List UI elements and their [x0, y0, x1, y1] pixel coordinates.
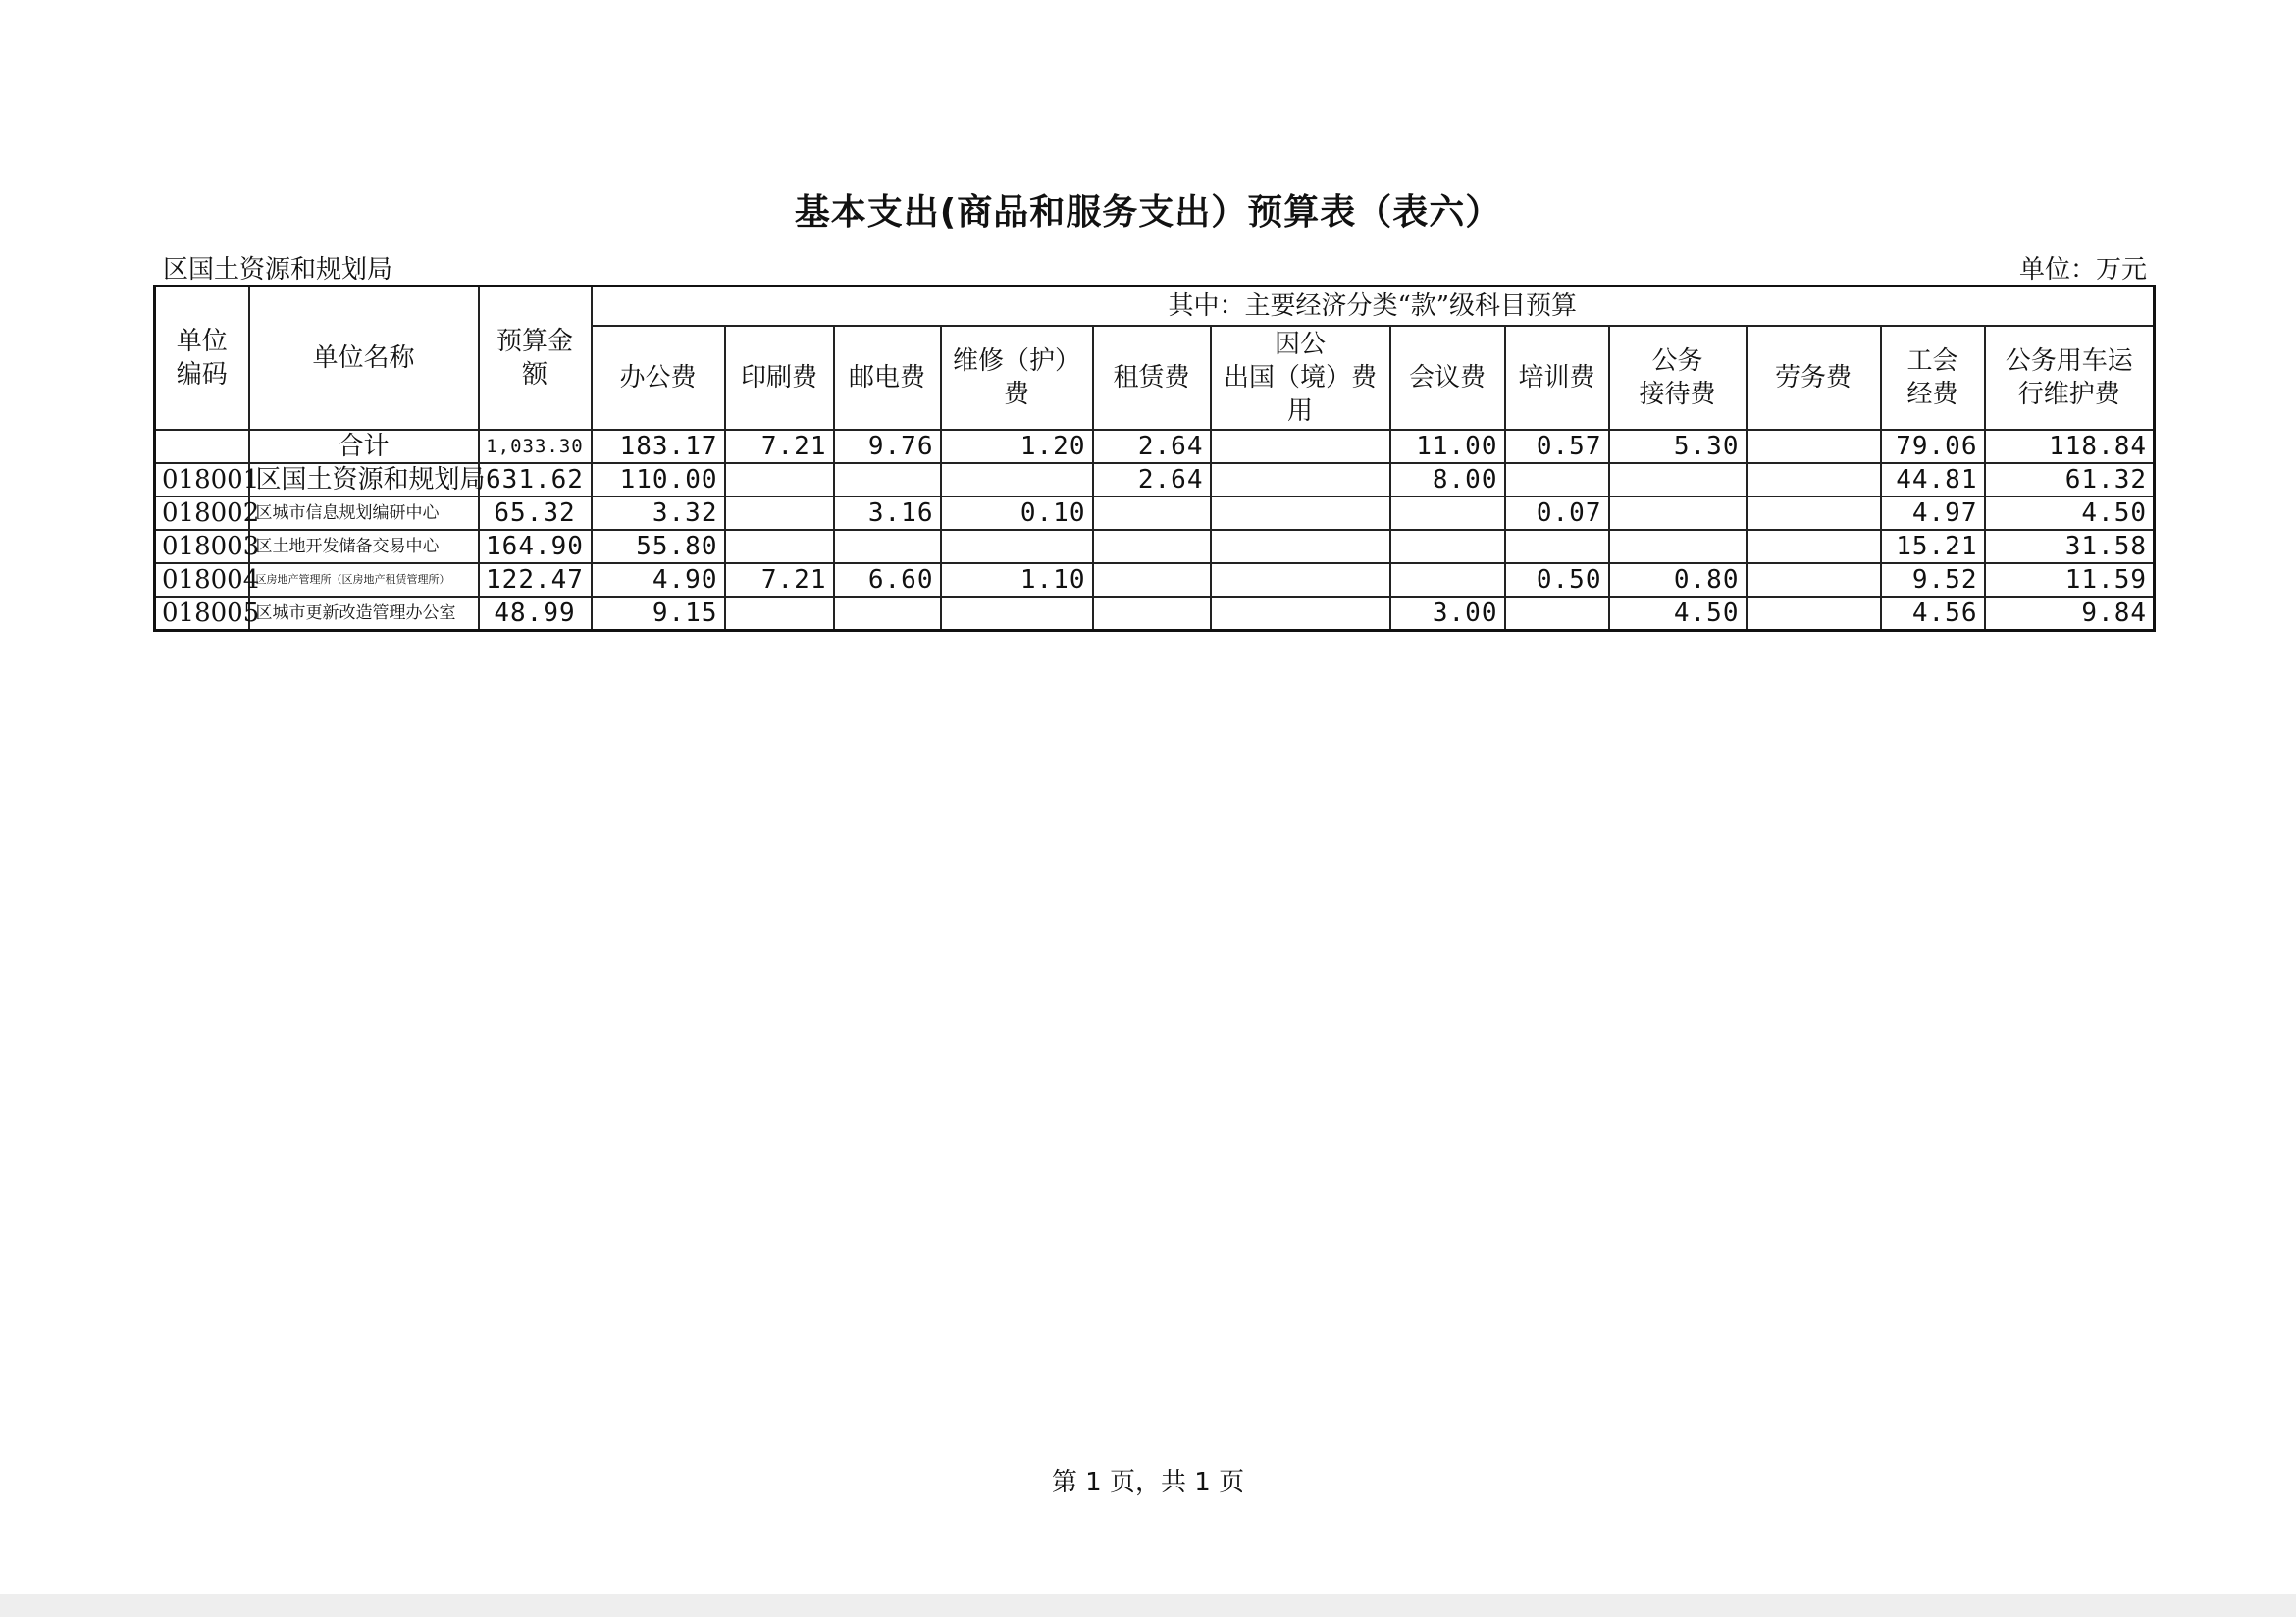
header-column: 会议费: [1390, 326, 1505, 430]
table-row: [155, 530, 2155, 563]
expense-value-cell: 9.52: [1881, 563, 1985, 597]
expense-value-cell: [1390, 496, 1505, 530]
budget-amount-cell: 122.47: [479, 563, 592, 597]
table-row: [155, 430, 2155, 463]
expense-value-cell: [1211, 530, 1390, 563]
expense-value-cell: [1609, 530, 1747, 563]
expense-value-cell: [1747, 563, 1881, 597]
expense-value-cell: [1505, 463, 1609, 496]
expense-value-cell: 7.21: [725, 563, 834, 597]
budget-amount-cell: 631.62: [479, 463, 592, 496]
unit-code-cell: 018004: [155, 563, 249, 597]
expense-value-cell: [1390, 563, 1505, 597]
header-column: 维修（护） 费: [941, 326, 1093, 430]
expense-value-cell: 3.00: [1390, 597, 1505, 631]
expense-value-cell: 9.15: [592, 597, 725, 631]
unit-name-cell: 区国土资源和规划局: [249, 463, 479, 496]
header-column: 邮电费: [834, 326, 941, 430]
unit-name-cell: 合计: [249, 430, 479, 463]
expense-value-cell: [1747, 597, 1881, 631]
expense-value-cell: 0.07: [1505, 496, 1609, 530]
expense-value-cell: 9.76: [834, 430, 941, 463]
unit-code-cell: [155, 430, 249, 463]
expense-value-cell: 6.60: [834, 563, 941, 597]
budget-amount-cell: 65.32: [479, 496, 592, 530]
expense-value-cell: [725, 496, 834, 530]
header-column: 因公 出国（境）费 用: [1211, 326, 1390, 430]
expense-value-cell: [1093, 496, 1211, 530]
budget-table: [153, 285, 2156, 632]
expense-value-cell: 15.21: [1881, 530, 1985, 563]
unit-code-cell: 018001: [155, 463, 249, 496]
expense-value-cell: 0.50: [1505, 563, 1609, 597]
budget-amount-cell: 164.90: [479, 530, 592, 563]
expense-value-cell: 55.80: [592, 530, 725, 563]
expense-value-cell: [834, 463, 941, 496]
expense-value-cell: [834, 597, 941, 631]
header-unit-code: 单位 编码: [155, 287, 249, 430]
expense-value-cell: 2.64: [1093, 430, 1211, 463]
budget-amount-cell: 48.99: [479, 597, 592, 631]
expense-value-cell: [725, 597, 834, 631]
header-column: 培训费: [1505, 326, 1609, 430]
page-title: 基本支出(商品和服务支出）预算表（表六）: [794, 192, 1502, 233]
unit-label: 单位：万元: [2018, 255, 2147, 285]
expense-value-cell: [1093, 597, 1211, 631]
expense-value-cell: 9.84: [1985, 597, 2155, 631]
header-column: 公务用车运 行维护费: [1985, 326, 2155, 430]
unit-name-cell: 区土地开发储备交易中心: [249, 530, 479, 563]
expense-value-cell: 0.57: [1505, 430, 1609, 463]
expense-value-cell: [1211, 496, 1390, 530]
expense-value-cell: 61.32: [1985, 463, 2155, 496]
expense-value-cell: 11.00: [1390, 430, 1505, 463]
expense-value-cell: 5.30: [1609, 430, 1747, 463]
expense-value-cell: [1390, 530, 1505, 563]
expense-value-cell: [1505, 597, 1609, 631]
expense-value-cell: 118.84: [1985, 430, 2155, 463]
scan-edge: [0, 1594, 2296, 1617]
header-column: 印刷费: [725, 326, 834, 430]
expense-value-cell: [1093, 563, 1211, 597]
expense-value-cell: 79.06: [1881, 430, 1985, 463]
expense-value-cell: [834, 530, 941, 563]
table-body: [155, 430, 2155, 631]
page-footer: 第 1 页，共 1 页: [1051, 1468, 1245, 1497]
header-group-label: 其中：主要经济分类“款”级科目预算: [592, 287, 2155, 326]
expense-value-cell: [725, 530, 834, 563]
expense-value-cell: [1211, 463, 1390, 496]
expense-value-cell: [725, 463, 834, 496]
expense-value-cell: 1.10: [941, 563, 1093, 597]
unit-name-cell: 区城市更新改造管理办公室: [249, 597, 479, 631]
expense-value-cell: 11.59: [1985, 563, 2155, 597]
expense-value-cell: [941, 597, 1093, 631]
expense-value-cell: 2.64: [1093, 463, 1211, 496]
expense-value-cell: [1747, 463, 1881, 496]
expense-value-cell: [1211, 597, 1390, 631]
expense-value-cell: 8.00: [1390, 463, 1505, 496]
expense-value-cell: 0.10: [941, 496, 1093, 530]
expense-value-cell: [941, 530, 1093, 563]
table-row: [155, 463, 2155, 496]
expense-value-cell: 4.90: [592, 563, 725, 597]
unit-name-cell: 区城市信息规划编研中心: [249, 496, 479, 530]
unit-code-cell: 018002: [155, 496, 249, 530]
expense-value-cell: 1.20: [941, 430, 1093, 463]
expense-value-cell: [1505, 530, 1609, 563]
header-unit-name: 单位名称: [249, 287, 479, 430]
expense-value-cell: 183.17: [592, 430, 725, 463]
unit-code-cell: 018003: [155, 530, 249, 563]
expense-value-cell: 3.32: [592, 496, 725, 530]
unit-code-cell: 018005: [155, 597, 249, 631]
header-column: 劳务费: [1747, 326, 1881, 430]
expense-value-cell: [1609, 463, 1747, 496]
expense-value-cell: 110.00: [592, 463, 725, 496]
expense-value-cell: [941, 463, 1093, 496]
expense-value-cell: 44.81: [1881, 463, 1985, 496]
expense-value-cell: [1747, 530, 1881, 563]
header-column: 公务 接待费: [1609, 326, 1747, 430]
table-row: [155, 597, 2155, 631]
header-column: 办公费: [592, 326, 725, 430]
header-column: 租赁费: [1093, 326, 1211, 430]
expense-value-cell: 3.16: [834, 496, 941, 530]
expense-value-cell: [1211, 430, 1390, 463]
organization-name: 区国土资源和规划局: [163, 255, 393, 285]
budget-amount-cell: 1,033.30: [479, 430, 592, 463]
expense-value-cell: 4.56: [1881, 597, 1985, 631]
expense-value-cell: 7.21: [725, 430, 834, 463]
header-column: 工会 经费: [1881, 326, 1985, 430]
expense-value-cell: 4.50: [1609, 597, 1747, 631]
expense-value-cell: 0.80: [1609, 563, 1747, 597]
expense-value-cell: 31.58: [1985, 530, 2155, 563]
unit-name-cell: 区房地产管理所（区房地产租赁管理所）: [249, 563, 479, 597]
expense-value-cell: [1093, 530, 1211, 563]
expense-value-cell: [1747, 496, 1881, 530]
expense-value-cell: 4.97: [1881, 496, 1985, 530]
expense-value-cell: [1211, 563, 1390, 597]
table-row: [155, 563, 2155, 597]
table-row: [155, 496, 2155, 530]
header-budget-amount: 预算金 额: [479, 287, 592, 430]
expense-value-cell: [1609, 496, 1747, 530]
expense-value-cell: 4.50: [1985, 496, 2155, 530]
expense-value-cell: [1747, 430, 1881, 463]
